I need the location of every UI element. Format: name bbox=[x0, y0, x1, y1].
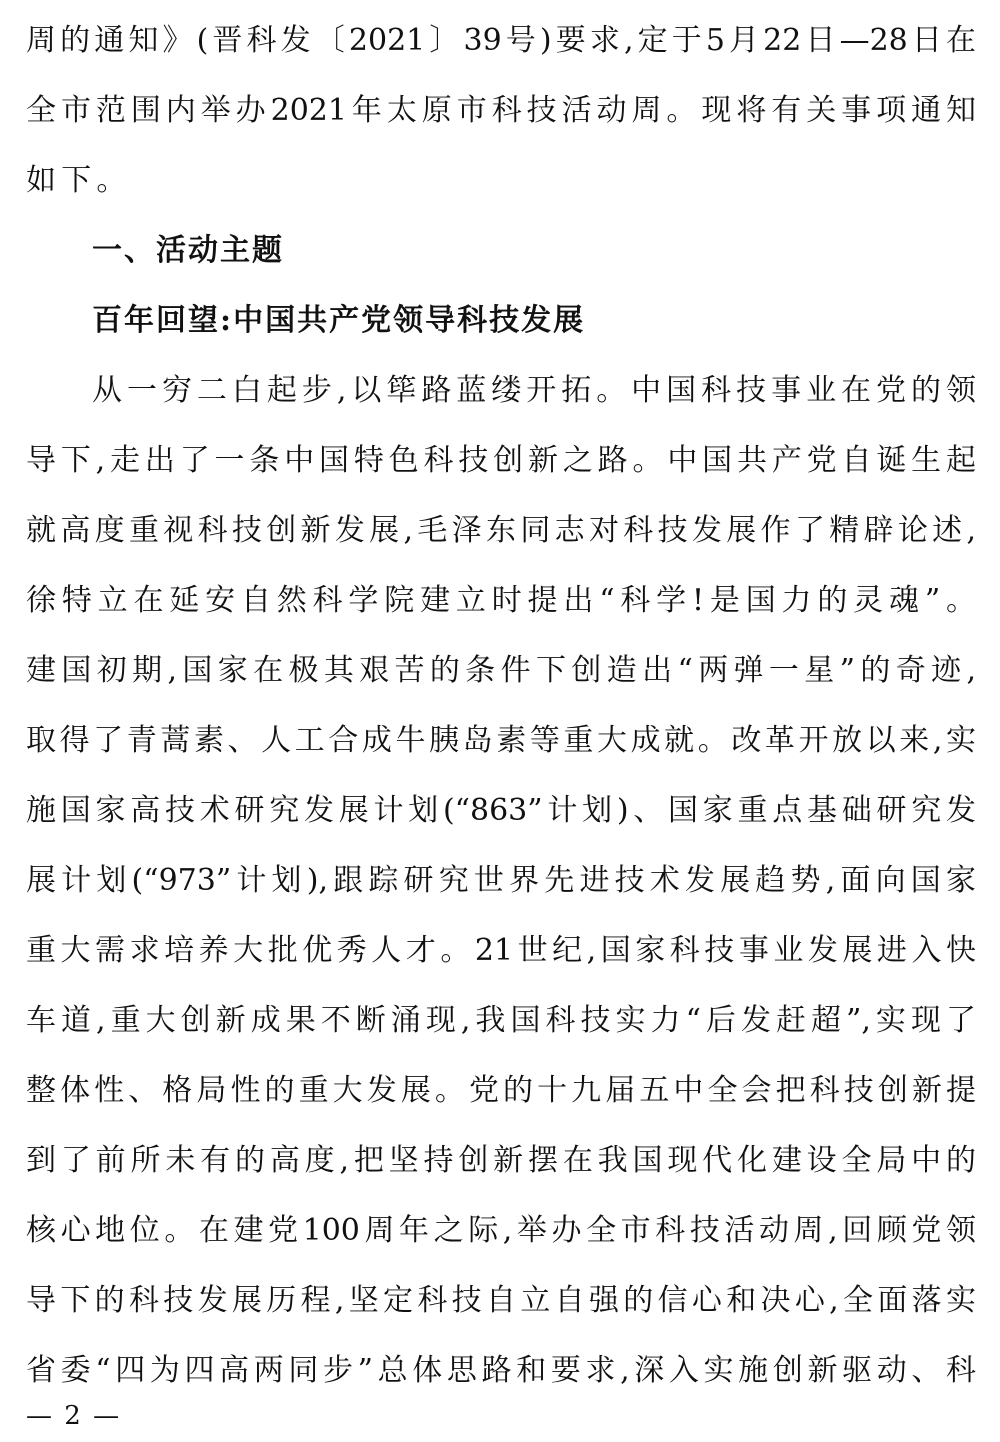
page-number: — 2 — bbox=[26, 1401, 122, 1431]
text-line: 周的通知》(晋科发〔2021〕39号)要求,定于5月22日—28日在 bbox=[26, 23, 976, 58]
text-line: 核心地位。在建党100周年之际,举办全市科技活动周,回顾党领 bbox=[26, 1213, 976, 1248]
text-line: 如下。 bbox=[26, 163, 132, 198]
text-line: 就高度重视科技创新发展,毛泽东同志对科技发展作了精辟论述, bbox=[26, 513, 976, 548]
text-line: 全市范围内举办2021年太原市科技活动周。现将有关事项通知 bbox=[26, 93, 976, 128]
text-line: 省委“四为四高两同步”总体思路和要求,深入实施创新驱动、科 bbox=[26, 1353, 976, 1388]
text-line: 整体性、格局性的重大发展。党的十九届五中全会把科技创新提 bbox=[26, 1073, 976, 1108]
text-line: 导下的科技发展历程,坚定科技自立自强的信心和决心,全面落实 bbox=[26, 1283, 976, 1318]
section-heading: 一、活动主题 bbox=[92, 233, 284, 268]
text-line: 徐特立在延安自然科学院建立时提出“科学!是国力的灵魂”。 bbox=[26, 583, 976, 618]
text-line: 施国家高技术研究发展计划(“863”计划)、国家重点基础研究发 bbox=[26, 793, 976, 828]
text-line: 导下,走出了一条中国特色科技创新之路。中国共产党自诞生起 bbox=[26, 443, 976, 478]
text-line: 从一穷二白起步,以筚路蓝缕开拓。中国科技事业在党的领 bbox=[92, 373, 976, 408]
text-line: 重大需求培养大批优秀人才。21世纪,国家科技事业发展进入快 bbox=[26, 933, 976, 968]
text-line: 到了前所未有的高度,把坚持创新摆在我国现代化建设全局中的 bbox=[26, 1143, 976, 1178]
text-line: 取得了青蒿素、人工合成牛胰岛素等重大成就。改革开放以来,实 bbox=[26, 723, 976, 758]
theme-title: 百年回望:中国共产党领导科技发展 bbox=[92, 303, 586, 338]
text-line: 车道,重大创新成果不断涌现,我国科技实力“后发赶超”,实现了 bbox=[26, 1003, 976, 1038]
text-line: 展计划(“973”计划),跟踪研究世界先进技术发展趋势,面向国家 bbox=[26, 863, 976, 898]
text-line: 建国初期,国家在极其艰苦的条件下创造出“两弹一星”的奇迹, bbox=[26, 653, 976, 688]
